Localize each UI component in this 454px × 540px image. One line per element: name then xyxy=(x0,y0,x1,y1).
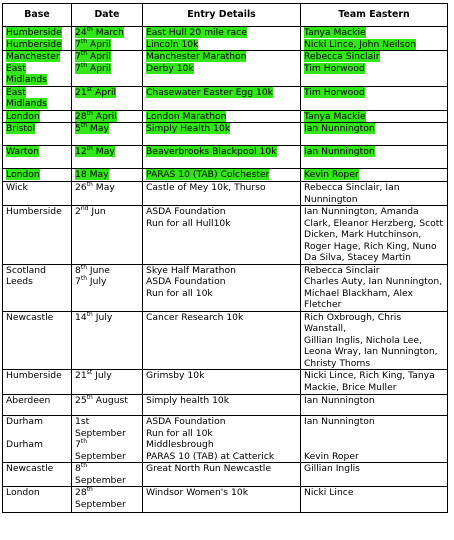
cell-entry-details xyxy=(143,264,301,311)
date-text: 21st April xyxy=(75,86,117,98)
date-text: 24th March xyxy=(75,26,124,38)
entry-text: Castle of Mey 10k, Thurso xyxy=(146,182,266,193)
base-text: Midlands xyxy=(6,74,47,85)
cell-entry-details xyxy=(143,395,301,416)
cell-date xyxy=(72,463,143,487)
cell-team xyxy=(301,27,448,51)
cell-base xyxy=(3,146,72,169)
cell-date xyxy=(72,206,143,265)
team-text: Gillian Inglis, Nichola Lee, xyxy=(304,334,423,346)
date-text: 18 May xyxy=(75,169,109,180)
cell-base xyxy=(3,27,72,51)
team-text: Rich Oxbrough, Chris Wanstall, xyxy=(304,311,405,334)
cell-entry-details xyxy=(143,206,301,265)
team-text: Rebecca Sinclair, Ian xyxy=(304,182,400,193)
date-text: 8th June xyxy=(75,264,110,276)
header-base: Base xyxy=(3,4,72,27)
date-text: 7th xyxy=(75,437,88,450)
entry-text: Chasewater Easter Egg 10k xyxy=(146,86,273,98)
team-text: Rebecca Sinclair xyxy=(304,51,380,62)
entry-text: ASDA Foundation xyxy=(146,206,226,217)
cell-base xyxy=(3,110,72,123)
entry-text: Derby 10k xyxy=(146,62,194,74)
table-row xyxy=(3,487,448,513)
cell-date xyxy=(72,416,143,463)
date-text: 7th July xyxy=(75,274,107,287)
cell-date xyxy=(72,110,143,123)
table-row xyxy=(3,182,448,206)
cell-entry-details xyxy=(143,311,301,370)
cell-base xyxy=(3,416,72,463)
table-row xyxy=(3,146,448,169)
cell-team xyxy=(301,110,448,123)
table-row xyxy=(3,395,448,416)
cell-entry-details xyxy=(143,416,301,463)
entry-text: PARAS 10 (TAB) at Catterick xyxy=(146,450,275,462)
cell-team xyxy=(301,487,448,513)
cell-entry-details xyxy=(143,123,301,146)
date-text: 8th xyxy=(75,462,88,474)
entry-text: Run for all 10k xyxy=(146,287,213,299)
cell-team xyxy=(301,169,448,182)
cell-date xyxy=(72,51,143,87)
base-text: Manchester xyxy=(6,51,60,62)
date-text: 1st xyxy=(75,416,90,427)
table-row xyxy=(3,27,448,51)
base-text: Humberside xyxy=(6,206,62,217)
cell-base xyxy=(3,86,72,110)
cell-entry-details xyxy=(143,146,301,169)
base-text: Midlands xyxy=(6,98,47,109)
cell-entry-details xyxy=(143,463,301,487)
cell-entry-details xyxy=(143,169,301,182)
cell-base xyxy=(3,51,72,87)
cell-entry-details xyxy=(143,86,301,110)
date-text: 7th April xyxy=(75,37,111,50)
entry-text: Manchester Marathon xyxy=(146,51,247,62)
date-text: September xyxy=(75,498,126,510)
entry-text: Great North Run Newcastle xyxy=(146,463,271,474)
table-row xyxy=(3,370,448,395)
base-text: Humberside xyxy=(6,38,62,50)
cell-team xyxy=(301,370,448,395)
base-text: Bristol xyxy=(6,123,36,134)
cell-team xyxy=(301,311,448,370)
team-text: Dicken, Mark Hutchinson, xyxy=(304,229,422,240)
entry-text: Grimsby 10k xyxy=(146,370,205,381)
date-text: 2nd Jun xyxy=(75,205,106,217)
entry-text: ASDA Foundation xyxy=(146,416,226,427)
header-team-eastern: Team Eastern xyxy=(301,4,448,27)
cell-base xyxy=(3,370,72,395)
base-text: Warton xyxy=(6,146,39,157)
table-row xyxy=(3,463,448,487)
team-text: Nicki Lince, John Neilson xyxy=(304,38,417,50)
table-row xyxy=(3,311,448,370)
cell-date xyxy=(72,311,143,370)
cell-team xyxy=(301,416,448,463)
entry-text: Simply health 10k xyxy=(146,395,230,406)
date-text: 14th July xyxy=(75,311,113,323)
cell-date xyxy=(72,487,143,513)
team-text: Roger Hage, Rich King, Nuno xyxy=(304,240,437,252)
date-text: 5th May xyxy=(75,122,109,134)
cell-team xyxy=(301,51,448,87)
cell-team xyxy=(301,146,448,169)
base-text: Humberside xyxy=(6,27,62,38)
cell-team xyxy=(301,395,448,416)
cell-base xyxy=(3,206,72,265)
entry-text: Beaverbrooks Blackpool 10k xyxy=(146,146,277,157)
cell-entry-details xyxy=(143,51,301,87)
cell-team xyxy=(301,123,448,146)
cell-base xyxy=(3,264,72,311)
base-text: Newcastle xyxy=(6,463,54,474)
cell-team xyxy=(301,463,448,487)
cell-date xyxy=(72,86,143,110)
entry-text: Middlesbrough xyxy=(146,439,214,450)
cell-base xyxy=(3,311,72,370)
cell-date xyxy=(72,370,143,395)
cell-entry-details xyxy=(143,27,301,51)
team-text: Tim Horwood xyxy=(304,62,365,74)
cell-entry-details xyxy=(143,370,301,395)
team-text: Michael Blackham, Alex xyxy=(304,287,413,299)
cell-base xyxy=(3,463,72,487)
entry-text: Run for all 10k xyxy=(146,427,213,439)
entry-text: East Hull 20 mile race xyxy=(146,27,247,38)
cell-team xyxy=(301,206,448,265)
cell-date xyxy=(72,182,143,206)
table-row xyxy=(3,206,448,265)
table-row xyxy=(3,264,448,311)
cell-date xyxy=(72,264,143,311)
team-text: Ian Nunnington xyxy=(304,395,375,406)
team-text: Tanya Mackie xyxy=(304,110,366,122)
cell-date xyxy=(72,146,143,169)
team-text: Kevin Roper xyxy=(304,169,359,180)
base-text: East xyxy=(6,62,26,74)
team-text xyxy=(304,428,444,440)
table-row xyxy=(3,416,448,463)
team-text: Tim Horwood xyxy=(304,86,365,98)
date-text: 28th April xyxy=(75,110,117,122)
base-text: Durham xyxy=(6,439,43,450)
team-text: Ian Nunnington xyxy=(304,146,375,157)
team-text: Clark, Eleanor Herzberg, Scott xyxy=(304,217,443,229)
entry-text: ASDA Foundation xyxy=(146,276,226,287)
cell-entry-details xyxy=(143,487,301,513)
date-text: 12th May xyxy=(75,145,115,157)
table-row xyxy=(3,51,448,87)
date-text: September xyxy=(75,450,126,462)
team-text: Ian Nunnington xyxy=(304,416,375,427)
table-row xyxy=(3,123,448,146)
cell-entry-details xyxy=(143,110,301,123)
base-text: Leeds xyxy=(6,276,33,287)
base-text: East xyxy=(6,86,26,98)
table-row xyxy=(3,86,448,110)
date-text: 25th August xyxy=(75,394,128,406)
base-text: Scotland xyxy=(6,264,46,276)
cell-team xyxy=(301,86,448,110)
entry-text: Windsor Women's 10k xyxy=(146,487,249,498)
team-text: Da Silva, Stacey Martin xyxy=(304,252,411,263)
team-text: Tanya Mackie xyxy=(304,27,366,38)
team-text: Kevin Roper xyxy=(304,450,359,462)
date-text: September xyxy=(75,427,126,439)
date-text: 7th April xyxy=(75,50,111,62)
entry-text: Lincoln 10k xyxy=(146,38,199,50)
team-text: Nicki Lince, Rich King, Tanya xyxy=(304,370,435,381)
team-text: Fletcher xyxy=(304,299,342,310)
base-text: London xyxy=(6,169,40,180)
base-text: Aberdeen xyxy=(6,395,51,406)
events-table xyxy=(2,3,448,513)
base-text: Humberside xyxy=(6,370,62,381)
cell-base xyxy=(3,169,72,182)
team-text: Ian Nunnington, Amanda xyxy=(304,206,419,217)
base-text: Durham xyxy=(6,416,43,427)
cell-date xyxy=(72,169,143,182)
date-text: 21st July xyxy=(75,369,112,381)
base-text: Newcastle xyxy=(6,311,54,323)
entry-text: Run for all Hull10k xyxy=(146,217,231,229)
team-text: Christy Thoms xyxy=(304,357,371,369)
team-text: Leona Wray, Ian Nunnington, xyxy=(304,346,438,357)
entry-text: Cancer Research 10k xyxy=(146,311,244,323)
team-text: Nicki Lince xyxy=(304,487,354,498)
team-text: Rebecca Sinclair xyxy=(304,264,380,276)
cell-team xyxy=(301,264,448,311)
cell-team xyxy=(301,182,448,206)
cell-base xyxy=(3,182,72,206)
team-text: Gillian Inglis xyxy=(304,463,360,474)
cell-base xyxy=(3,395,72,416)
entry-text: Skye Half Marathon xyxy=(146,264,236,276)
team-text: Charles Auty, Ian Nunnington, xyxy=(304,276,443,287)
date-text: 28th xyxy=(75,486,93,498)
header-row xyxy=(3,4,448,27)
table-row xyxy=(3,110,448,123)
table-row xyxy=(3,169,448,182)
base-text: Wick xyxy=(6,182,28,193)
header-date: Date xyxy=(72,4,143,27)
cell-base xyxy=(3,123,72,146)
team-text: Ian Nunnington xyxy=(304,123,375,134)
cell-base xyxy=(3,487,72,513)
date-text: September xyxy=(75,474,126,486)
entry-text: Simply Health 10k xyxy=(146,123,231,134)
base-text: London xyxy=(6,487,40,498)
base-text xyxy=(6,428,68,440)
header-entry-details: Entry Details xyxy=(143,4,301,27)
team-text: Mackie, Brice Muller xyxy=(304,381,397,393)
cell-date xyxy=(72,395,143,416)
team-text: Nunnington xyxy=(304,193,358,205)
cell-entry-details xyxy=(143,182,301,206)
entry-text: PARAS 10 (TAB) Colchester xyxy=(146,169,270,180)
date-text: 7th April xyxy=(75,61,111,74)
cell-date xyxy=(72,27,143,51)
cell-date xyxy=(72,123,143,146)
base-text: London xyxy=(6,110,40,122)
date-text: 26th May xyxy=(75,181,115,193)
entry-text: London Marathon xyxy=(146,110,227,122)
team-text xyxy=(304,439,444,451)
